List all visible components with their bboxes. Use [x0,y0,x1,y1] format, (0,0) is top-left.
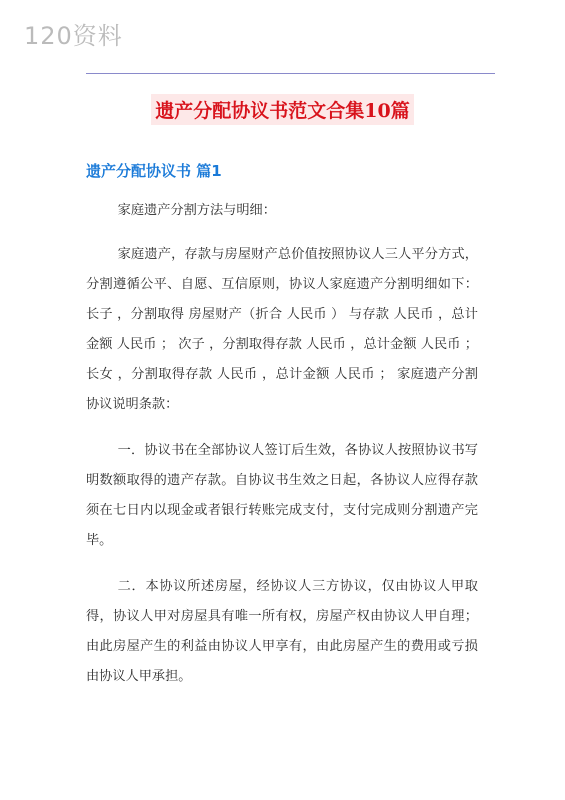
paragraph-details: 家庭遗产，存款与房屋财产总价值按照协议人三人平分方式，分割遵循公平、自愿、互信原则，协议人家庭遗产分割明细如下： 长子 ，分割取得 房屋财产（折合 人民币 ） 与存款 人民币 ，总计金额 人民币 ； 次子 ，分割取得存款 人民币 ，总计金额 人民币 ； 长女 ，分割取得存款 人民币 ，总计金额 人民币 ； 家庭遗产分割协议说明条款： [86,247,478,412]
paragraph-clause-2: 二．本协议所述房屋，经协议人三方协议，仅由协议人甲取得，协议人甲对房屋具有唯一所有权，房屋产权由协议人甲自理；由此房屋产生的利益由协议人甲享有，由此房屋产生的费用或亏损由协议人甲承担。 [86,579,478,684]
document-body [86,196,478,708]
watermark-logo: 120资料 [24,22,123,50]
document-title-text: 遗产分配协议书范文合集10篇 [151,94,413,125]
paragraph-intro: 家庭遗产分割方法与明细： [117,203,276,218]
header-divider [86,73,495,74]
section-heading: 遗产分配协议书 篇1 [86,162,222,180]
paragraph-clause-1: 一．协议书在全部协议人签订后生效，各协议人按照协议书写明数额取得的遗产存款。自协议书生效之日起，各协议人应得存款须在七日内以现金或者银行转账完成支付，支付完成则分割遗产完毕。 [86,443,478,548]
document-title [0,94,565,125]
